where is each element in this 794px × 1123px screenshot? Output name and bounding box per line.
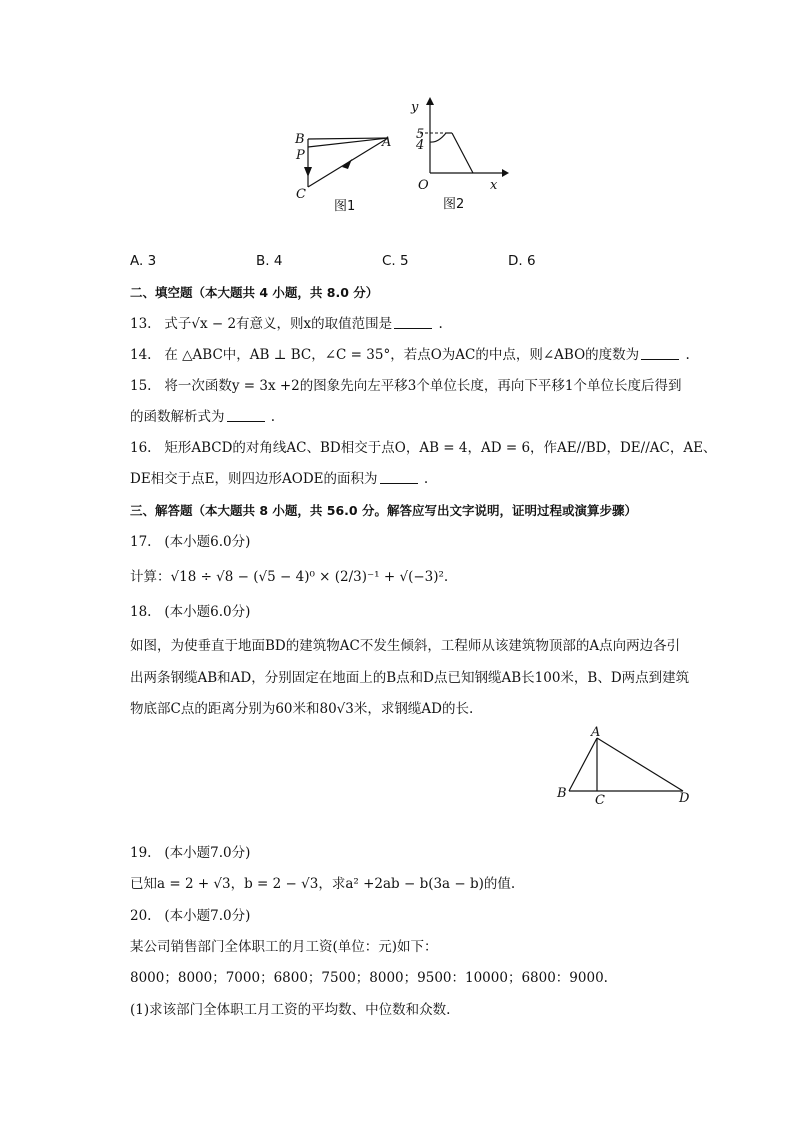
label-D: D <box>679 791 690 806</box>
question-20-header <box>130 906 250 926</box>
question-20-number: 20. <box>130 908 152 924</box>
question-17-body: 计算：√18 ÷ √8 − (√5 − 4)⁰ × (2/3)⁻¹ + √(−3)². <box>130 569 449 585</box>
question-16-text-2: DE相交于点E，则四边形AODE的面积为 <box>130 471 378 487</box>
question-13-text: 式子√x − 2有意义，则x的取值范围是 <box>164 316 393 332</box>
label-P: P <box>296 148 305 163</box>
question-17-points: (本小题6.0分) <box>164 534 251 550</box>
answer-blank[interactable] <box>380 470 418 484</box>
option-c: C. 5 <box>382 253 409 269</box>
question-18-line-3: 物底部C点的距离分别为60米和80√3米，求钢缆AD的长. <box>130 701 474 717</box>
question-20-line-2: 8000；8000；7000；6800；7500；8000；9500：10000；6800：9000. <box>130 970 608 986</box>
label-4: 4 <box>416 138 425 153</box>
question-16-end: . <box>423 471 429 487</box>
section-3-title: 三、解答题（本大题共 8 小题，共 56.0 分。解答应写出文字说明，证明过程或演算步骤） <box>130 503 637 518</box>
figure-1-diagram <box>290 125 400 220</box>
question-15-text-2: 的函数解析式为 <box>130 409 225 425</box>
question-19-header <box>130 843 250 863</box>
label-O: O <box>418 178 429 193</box>
figure-3 <box>553 724 703 809</box>
question-18-points: (本小题6.0分) <box>164 604 251 620</box>
figure-2-graph <box>408 97 508 212</box>
label-C: C <box>595 793 605 808</box>
answer-blank[interactable] <box>641 346 679 360</box>
question-20-line-3: (1)求该部门全体职工月工资的平均数、中位数和众数. <box>130 1002 451 1018</box>
question-20-line-1: 某公司销售部门全体职工的月工资(单位：元)如下： <box>130 939 438 955</box>
label-5: 5 <box>416 127 425 142</box>
label-A: A <box>382 135 392 150</box>
question-15-number: 15. <box>130 378 152 394</box>
question-19-body: 已知a = 2 + √3，b = 2 − √3，求a² +2ab − b(3a − b)的值. <box>130 876 516 892</box>
section-2-title: 二、填空题（本大题共 4 小题，共 8.0 分） <box>130 285 379 300</box>
label-x: x <box>490 178 498 193</box>
figure-2 <box>408 97 508 212</box>
question-16-line-1 <box>130 438 716 458</box>
question-17-number: 17. <box>130 534 152 550</box>
figure-3-triangle <box>553 724 703 809</box>
question-14 <box>130 345 690 365</box>
label-C: C <box>296 187 306 202</box>
answer-blank[interactable] <box>394 315 432 329</box>
answer-blank[interactable] <box>227 408 265 422</box>
question-15-end: . <box>270 409 276 425</box>
figure-1-caption: 图1 <box>334 199 356 214</box>
question-17-header <box>130 532 250 552</box>
question-18-header <box>130 602 250 622</box>
question-14-number: 14. <box>130 347 152 363</box>
figure-1 <box>290 125 400 220</box>
question-15-line-1 <box>130 376 681 396</box>
question-13 <box>130 314 443 334</box>
question-14-text: 在 △ABC中，AB ⊥ BC，∠C = 35°，若点O为AC的中点，则∠ABO的度数为 <box>164 347 640 363</box>
option-a: A. 3 <box>130 253 157 269</box>
question-13-end: . <box>438 316 443 332</box>
option-d: D. 6 <box>508 253 536 269</box>
option-b: B. 4 <box>256 253 283 269</box>
question-18-number: 18. <box>130 604 152 620</box>
figure-2-caption: 图2 <box>443 197 465 212</box>
question-14-end: . <box>685 347 690 363</box>
question-15-text: 将一次函数y = 3x +2的图象先向左平移3个单位长度，再向下平移1个单位长度后得到 <box>164 378 682 394</box>
label-y: y <box>411 100 419 115</box>
label-A: A <box>591 725 601 740</box>
question-16-number: 16. <box>130 440 152 456</box>
question-20-points: (本小题7.0分) <box>164 908 251 924</box>
label-B: B <box>557 786 567 801</box>
question-19-number: 19. <box>130 845 152 861</box>
question-18-line-2: 出两条钢缆AB和AD，分别固定在地面上的B点和D点已知钢缆AB长100米，B、D两点到建筑 <box>130 670 690 686</box>
label-B: B <box>295 132 305 147</box>
question-15-line-2 <box>130 407 275 427</box>
question-19-points: (本小题7.0分) <box>164 845 251 861</box>
question-13-number: 13. <box>130 316 152 332</box>
question-16-text: 矩形ABCD的对角线AC、BD相交于点O，AB = 4，AD = 6，作AE//BD，DE//AC，AE、 <box>164 440 717 456</box>
question-18-line-1: 如图，为使垂直于地面BD的建筑物AC不发生倾斜，工程师从该建筑物顶部的A点向两边各引 <box>130 638 681 654</box>
question-16-line-2 <box>130 469 428 489</box>
